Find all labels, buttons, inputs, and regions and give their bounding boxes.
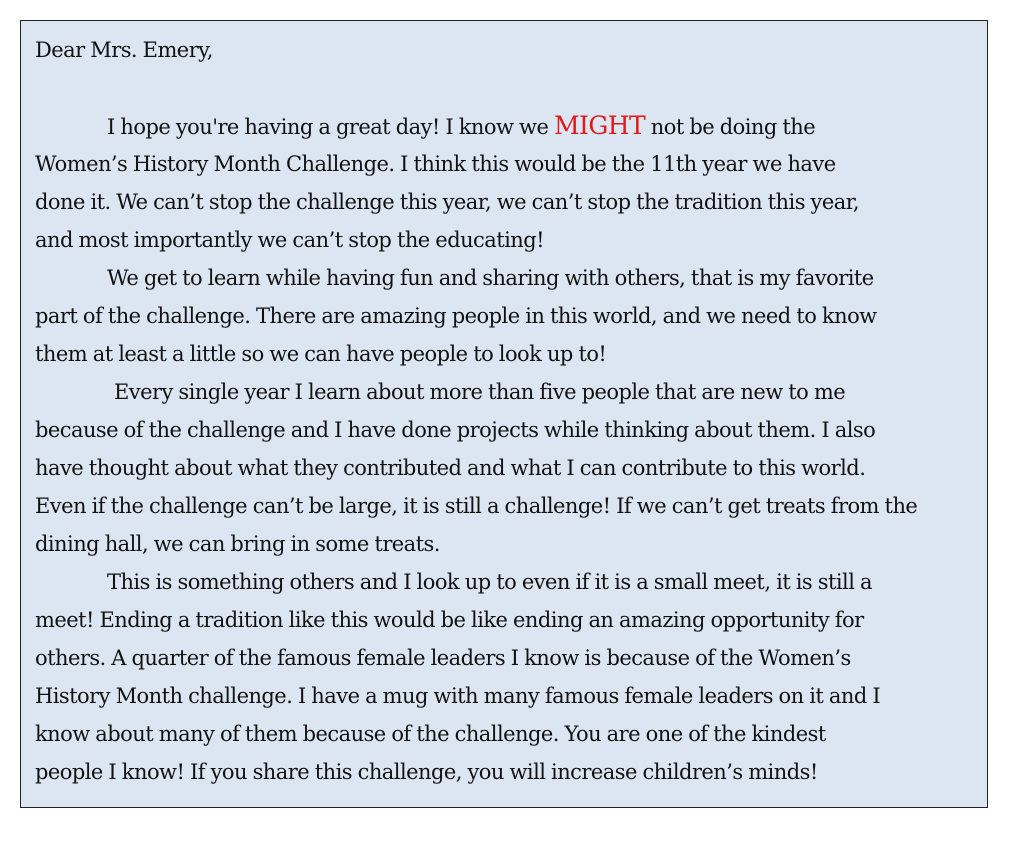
paragraph-3-line-5: dining hall, we can bring in some treats.: [35, 532, 440, 556]
paragraph-3-line-3: have thought about what they contributed and what I can contribute to this world.: [35, 456, 866, 480]
paragraph-4-line-4: History Month challenge. I have a mug with many famous female leaders on it and I: [35, 684, 881, 708]
paragraph-1-line-2: Women’s History Month Challenge. I think this would be the 11th year we have: [35, 152, 836, 176]
paragraph-3: [35, 373, 973, 563]
paragraph-2: [35, 259, 973, 373]
paragraph-1-line-4: and most importantly we can’t stop the educating!: [35, 228, 545, 252]
paragraph-1-line-1: [35, 107, 973, 145]
paragraph-1-line-1-start: I hope you're having a great day! I know we: [107, 115, 554, 139]
emphasized-word: MIGHT: [553, 111, 646, 140]
paragraph-3-line-4: Even if the challenge can’t be large, it is still a challenge! If we can’t get treats from the: [35, 494, 918, 518]
blank-line: [35, 69, 973, 107]
paragraph-2-line-2: part of the challenge. There are amazing people in this world, and we need to know: [35, 304, 877, 328]
paragraph-1: [35, 107, 973, 259]
paragraph-1-line-3: done it. We can’t stop the challenge this year, we can’t stop the tradition this year,: [35, 190, 860, 214]
paragraph-4-line-3: others. A quarter of the famous female leaders I know is because of the Women’s: [35, 646, 851, 670]
paragraph-2-line-1: We get to learn while having fun and sharing with others, that is my favorite: [107, 266, 874, 290]
paragraph-3-line-1: Every single year I learn about more than five people that are new to me: [114, 380, 846, 404]
paragraph-3-line-2: because of the challenge and I have done projects while thinking about them. I also: [35, 418, 876, 442]
paragraph-4-line-6: people I know! If you share this challenge, you will increase children’s minds!: [35, 760, 818, 784]
letter-box: [20, 20, 988, 808]
paragraph-4-line-2: meet! Ending a tradition like this would be like ending an amazing opportunity for: [35, 608, 864, 632]
paragraph-4: [35, 563, 973, 791]
paragraph-4-line-5: know about many of them because of the challenge. You are one of the kindest: [35, 722, 826, 746]
paragraph-1-line-1-end: not be doing the: [645, 115, 816, 139]
paragraph-2-line-3: them at least a little so we can have people to look up to!: [35, 342, 607, 366]
paragraph-4-line-1: This is something others and I look up to even if it is a small meet, it is still a: [107, 570, 872, 594]
greeting: Dear Mrs. Emery,: [35, 38, 213, 62]
